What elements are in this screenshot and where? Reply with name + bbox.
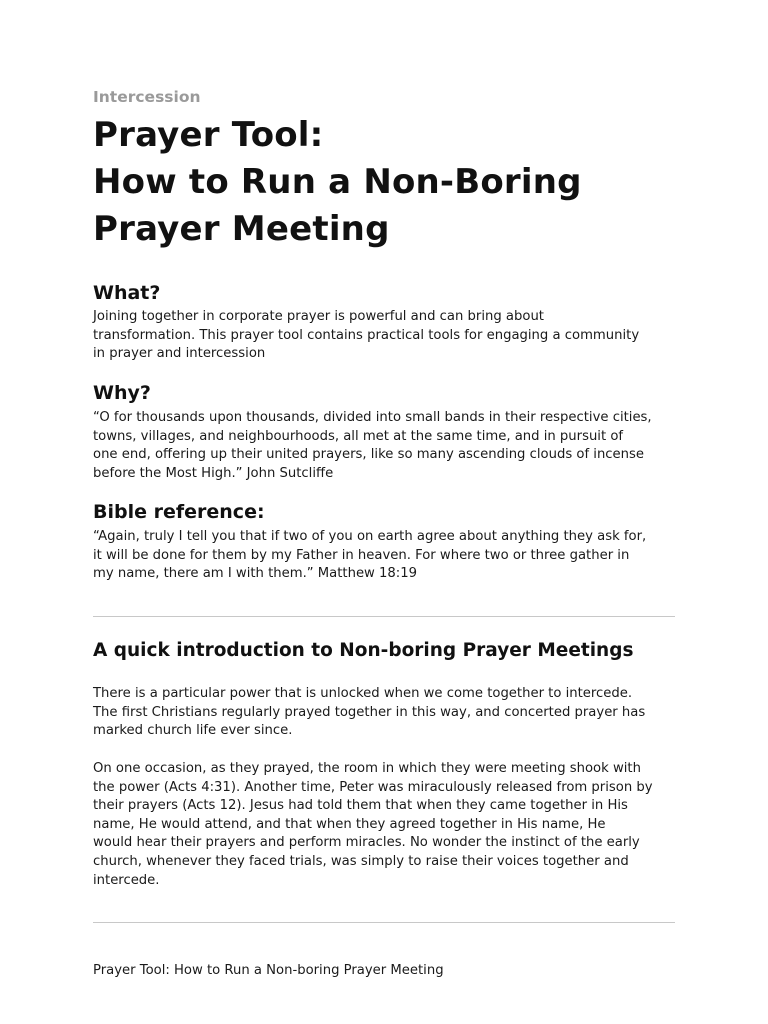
bible-reference-text [93,528,675,584]
page-title [93,112,582,253]
text-line: marked church life ever since. [93,723,293,739]
what-heading: What? [93,282,161,304]
title-line: Prayer Meeting [93,209,390,249]
text-line: towns, villages, and neighbourhoods, all met at the same time, and in pursuit of [93,428,624,444]
text-line: before the Most High.” John Sutcliffe [93,465,334,481]
text-line: the power (Acts 4:31). Another time, Peter was miraculously released from prison by [93,779,653,795]
why-heading: Why? [93,382,151,404]
text-line: intercede. [93,872,160,888]
what-text [93,308,675,364]
text-line: church, whenever they faced trials, was simply to raise their voices together and [93,853,629,869]
intro-paragraph-1 [93,685,675,741]
divider [93,922,675,923]
text-line: in prayer and intercession [93,346,266,362]
text-line: “Again, truly I tell you that if two of you on earth agree about anything they ask for, [93,529,647,544]
text-line: “O for thousands upon thousands, divided into small bands in their respective cities, [93,410,652,425]
text-line: one end, offering up their united prayers, like so many ascending clouds of incense [93,447,645,463]
page-footer: Prayer Tool: How to Run a Non-boring Prayer Meeting [93,963,444,978]
intro-paragraph-2 [93,760,675,890]
text-line: There is a particular power that is unlocked when we come together to intercede. [93,686,633,701]
text-line: The first Christians regularly prayed together in this way, and concerted prayer has [93,704,646,720]
text-line: transformation. This prayer tool contains practical tools for engaging a community [93,327,640,343]
title-line: Prayer Tool: [93,115,324,155]
bible-reference-heading: Bible reference: [93,501,265,523]
intro-heading: A quick introduction to Non-boring Prayer Meetings [93,640,634,661]
text-line: their prayers (Acts 12). Jesus had told them that when they came together in His [93,798,628,814]
text-line: On one occasion, as they prayed, the room in which they were meeting shook with [93,761,641,776]
title-line: How to Run a Non-Boring [93,162,582,202]
why-text [93,409,675,483]
text-line: my name, there am I with them.” Matthew 18:19 [93,566,418,582]
text-line: Joining together in corporate prayer is powerful and can bring about [93,309,544,324]
text-line: would hear their prayers and perform miracles. No wonder the instinct of the early [93,835,640,851]
text-line: name, He would attend, and that when they agreed together in His name, He [93,816,606,832]
text-line: it will be done for them by my Father in heaven. For where two or three gather in [93,547,630,563]
category-label: Intercession [93,88,201,106]
divider [93,616,675,617]
